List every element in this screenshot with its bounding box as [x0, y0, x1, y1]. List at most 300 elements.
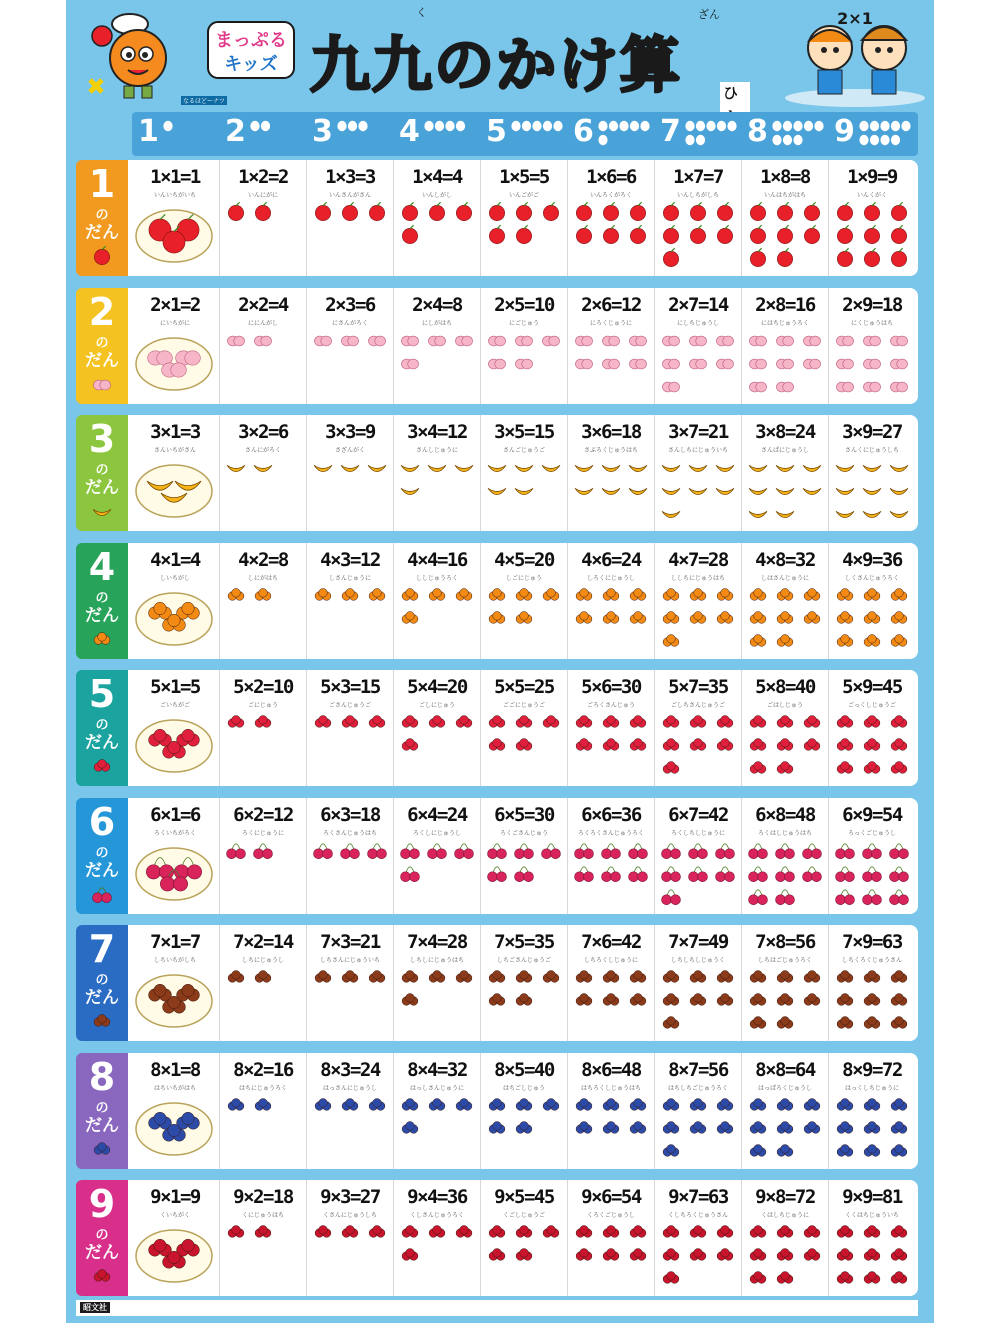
blueberry-icon [837, 1098, 853, 1110]
equation-reading: にろくじゅうに [589, 319, 632, 327]
strawberry-icon [804, 739, 820, 751]
dan-number: 9 [88, 1182, 116, 1226]
orange-icon [777, 634, 793, 646]
equation-text: 1×9=9 [847, 166, 897, 188]
cherry-icon [776, 843, 795, 858]
strawberry-icon [255, 716, 271, 728]
blueberry-icon [603, 1121, 619, 1133]
equation-text: 4×7=28 [668, 548, 728, 571]
fruit-group-icon [833, 202, 913, 272]
blueberry-icon [750, 1144, 766, 1156]
equation-reading: さんいちがさん [153, 447, 196, 454]
dan-no-label: の [95, 208, 109, 223]
chestnut-icon [837, 1017, 853, 1029]
cherry-icon [776, 866, 795, 881]
peach-icon [662, 382, 679, 392]
peach-icon [629, 359, 646, 369]
equation-reading: ろくにじゅうに [241, 829, 284, 837]
raspberry-icon [750, 1249, 766, 1261]
equation-text: 8×7=56 [668, 1058, 728, 1081]
orange-icon [837, 611, 853, 623]
equation-text: 7×6=42 [581, 931, 641, 953]
orange-icon [717, 588, 733, 600]
equation-cell-4x5 [480, 543, 567, 659]
chestnut-icon [804, 994, 820, 1006]
column-number-6 [567, 112, 654, 156]
blueberry-icon [837, 1121, 853, 1133]
fruit-group-icon [224, 585, 304, 655]
dan-number: 6 [88, 799, 116, 844]
equation-cell-5x4 [393, 670, 480, 786]
fruit-group-icon [485, 712, 565, 782]
cherry-icon [749, 889, 768, 904]
chestnut-icon [804, 971, 820, 983]
peach-icon [836, 336, 853, 346]
peach-icon [662, 336, 679, 346]
raspberry-icon [342, 1226, 358, 1238]
chestnut-icon [402, 994, 418, 1006]
orange-icon [777, 611, 793, 623]
chestnut-icon [690, 971, 706, 983]
equation-cell-8x6 [567, 1053, 654, 1169]
banana-icon [93, 509, 111, 515]
equation-reading: いんいちがいち [153, 192, 196, 199]
raspberry-icon [891, 1226, 907, 1238]
apple-icon [717, 225, 732, 243]
banana-icon [716, 465, 734, 471]
equation-cell-3x4 [393, 415, 480, 531]
banana-icon [890, 511, 908, 517]
equation-reading: しちろくしじゅうに [583, 957, 638, 964]
strawberry-icon [864, 716, 880, 728]
banana-icon [314, 465, 332, 471]
footer [76, 1300, 918, 1316]
peach-icon [629, 336, 646, 346]
equation-text: 4×3=12 [320, 548, 380, 571]
peach-icon [836, 359, 853, 369]
equation-text: 1×1=1 [150, 166, 200, 188]
equation-text: 8×6=48 [581, 1058, 641, 1081]
equation-cell-4x1 [132, 543, 218, 659]
equation-cell-5x5 [480, 670, 567, 786]
equation-reading: にごじゅう [508, 319, 539, 327]
equation-cell-1x7 [654, 160, 741, 276]
equation-reading: くいちがく [159, 1212, 190, 1219]
dan-no-label: の [95, 335, 109, 351]
banana-icon [662, 465, 680, 471]
count-dot [706, 121, 715, 131]
orange-icon [576, 588, 592, 600]
mappuru-kids-logo [206, 18, 296, 82]
fruit-group-icon [833, 1095, 913, 1165]
fruit-group-icon [224, 840, 304, 910]
strawberry-icon [864, 762, 880, 774]
equation-reading: しはさんじゅうに [760, 574, 809, 582]
dan-label [76, 925, 128, 1041]
strawberry-icon [489, 739, 505, 751]
blueberry-icon [369, 1098, 385, 1110]
blueberry-icon [90, 1137, 114, 1161]
peach-icon [863, 382, 880, 392]
equation-text: 5×3=15 [320, 676, 380, 698]
count-dot [163, 121, 172, 131]
blueberry-icon [228, 1098, 244, 1110]
chestnut-icon [891, 971, 907, 983]
equation-reading: ごしちさんじゅうご [670, 702, 725, 709]
fruit-group-icon [224, 967, 304, 1037]
equation-reading: いんごがご [508, 192, 539, 199]
equation-text: 5×8=40 [755, 676, 815, 698]
fruit-group-icon [746, 585, 826, 655]
equation-reading: くくはちじゅういち [844, 1212, 899, 1219]
peach-icon [90, 372, 114, 396]
kids-badge-text: 2×1 [837, 9, 873, 28]
equation-text: 8×3=24 [320, 1058, 380, 1081]
equation-text: 5×7=35 [668, 676, 728, 698]
banana-icon [776, 511, 794, 517]
orange-icon [750, 588, 766, 600]
fruit-group-icon [485, 1222, 565, 1292]
column-number-9 [828, 112, 915, 156]
fruit-group-icon [224, 457, 304, 527]
count-dot [880, 121, 889, 131]
equation-reading: ろくしにじゅうし [412, 829, 461, 837]
blueberry-icon [630, 1121, 646, 1133]
equation-reading: ろくろくさんじゅうろく [577, 829, 644, 837]
equation-text: 5×2=10 [233, 676, 293, 698]
equation-cell-8x2 [219, 1053, 306, 1169]
peach-icon [401, 336, 418, 346]
cherry-icon [890, 843, 909, 858]
equation-cell-6x1 [132, 798, 218, 914]
strawberry-icon [603, 716, 619, 728]
banana-icon [836, 511, 854, 517]
raspberry-icon [717, 1249, 733, 1261]
peach-icon [515, 336, 532, 346]
raspberry-icon [690, 1249, 706, 1261]
equation-reading: しにがはち [247, 574, 278, 582]
column-number-4 [393, 112, 480, 156]
cherry-icon [836, 866, 855, 881]
strawberry-icon [663, 716, 679, 728]
raspberry-icon [94, 1270, 110, 1282]
banana-icon [863, 511, 881, 517]
column-number-label: 4 [399, 114, 420, 149]
equation-text: 1×5=5 [499, 166, 549, 188]
equation-reading: ごさんじゅうご [328, 702, 371, 709]
equation-cell-6x2 [219, 798, 306, 914]
equation-text: 2×8=16 [755, 293, 815, 316]
orange-icon [342, 588, 358, 600]
equation-text: 8×4=32 [407, 1058, 467, 1081]
count-dot [859, 135, 868, 145]
chestnut-icon [90, 1009, 114, 1033]
apple-icon [864, 202, 879, 220]
apple-icon [255, 202, 270, 220]
equation-cell-9x1 [132, 1180, 218, 1296]
equation-cell-3x3 [306, 415, 393, 531]
blueberry-icon [342, 1098, 358, 1110]
strawberry-icon [750, 716, 766, 728]
strawberry-icon [402, 739, 418, 751]
chestnut-icon [717, 994, 733, 1006]
cherry-icon [368, 843, 387, 858]
equation-reading: しちいちがしち [153, 957, 196, 964]
equation-reading: くさんにじゅうしち [322, 1212, 377, 1219]
fruit-group-icon [833, 457, 913, 527]
dan-row-4 [76, 543, 918, 659]
equation-text: 8×8=64 [755, 1058, 815, 1081]
chestnut-icon [837, 994, 853, 1006]
banana-icon [227, 465, 245, 471]
dan-no-label: の [95, 718, 109, 733]
orange-icon [603, 588, 619, 600]
equation-text: 7×8=56 [755, 931, 815, 953]
fruit-group-icon [224, 202, 304, 272]
equation-cell-8x4 [393, 1053, 480, 1169]
equation-reading: ごしにじゅう [418, 702, 455, 709]
equation-text: 3×1=3 [150, 421, 200, 443]
peach-icon [776, 382, 793, 392]
equation-text: 1×4=4 [412, 166, 462, 188]
fruit-group-icon [311, 202, 391, 272]
equation-text: 4×1=4 [150, 548, 200, 571]
equation-text: 7×9=63 [842, 931, 902, 953]
blueberry-icon [777, 1144, 793, 1156]
peach-icon [602, 336, 619, 346]
poster [66, 0, 934, 1323]
count-dot [783, 121, 792, 131]
orange-icon [717, 611, 733, 623]
equation-reading: しちくろくじゅうさん [841, 957, 902, 964]
column-number-8 [741, 112, 828, 156]
strawberry-icon [837, 739, 853, 751]
equation-cell-4x7 [654, 543, 741, 659]
peach-icon [803, 336, 820, 346]
equation-cell-1x6 [567, 160, 654, 276]
equation-reading: ごごにじゅうご [502, 702, 545, 709]
equation-reading: いんろくがろく [589, 192, 632, 199]
apple-icon [543, 202, 558, 220]
chestnut-icon [891, 1017, 907, 1029]
strawberry-icon [750, 739, 766, 751]
apple-icon [603, 202, 618, 220]
peach-icon [575, 336, 592, 346]
equation-text: 3×5=15 [494, 421, 554, 443]
cherry-icon [776, 889, 795, 904]
raspberry-icon [90, 1264, 114, 1288]
banana-icon [401, 488, 419, 494]
apple-icon [630, 225, 645, 243]
raspberry-icon [576, 1226, 592, 1238]
equation-text: 9×7=63 [668, 1186, 728, 1208]
chestnut-icon [576, 994, 592, 1006]
apple-icon [630, 202, 645, 220]
orange-icon [891, 588, 907, 600]
publisher-logo: 昭文社 [80, 1302, 110, 1313]
strawberry-icon [864, 739, 880, 751]
equation-text: 3×9=27 [842, 421, 902, 443]
apple-icon [690, 202, 705, 220]
dan-no-label: の [95, 463, 109, 478]
chestnut-icon [456, 971, 472, 983]
equation-reading: はっぱろくじゅうし [757, 1084, 812, 1092]
apple-icon [717, 202, 732, 220]
equation-text: 8×2=16 [233, 1058, 293, 1081]
equation-reading: いんはちがはち [763, 192, 806, 199]
count-dot [543, 121, 552, 131]
fruit-group-icon [746, 1222, 826, 1292]
fruit-group-icon [746, 202, 826, 272]
blueberry-icon [864, 1121, 880, 1133]
chestnut-icon [690, 994, 706, 1006]
peach-icon [575, 359, 592, 369]
cherry-icon [662, 843, 681, 858]
apple-icon [576, 225, 591, 243]
apple-icon [402, 225, 417, 243]
equation-cell-3x7 [654, 415, 741, 531]
mascot-name-label: なるほどーナツ [183, 98, 225, 105]
strawberry-icon [837, 716, 853, 728]
dan-number: 2 [88, 289, 116, 334]
equation-text: 8×9=72 [842, 1058, 902, 1081]
orange-icon [228, 588, 244, 600]
equation-cell-9x5 [480, 1180, 567, 1296]
orange-icon [630, 588, 646, 600]
blueberry-icon [94, 1142, 110, 1154]
equation-text: 7×3=21 [320, 931, 380, 953]
orange-icon [94, 632, 110, 644]
cherry-icon [629, 866, 648, 881]
apple-icon [489, 225, 504, 243]
fruit-group-icon [398, 585, 478, 655]
column-number-label: 9 [834, 114, 855, 149]
apple-icon [90, 244, 114, 268]
peach-icon [689, 336, 706, 346]
fruit-group-icon [311, 330, 391, 400]
blueberry-icon [603, 1098, 619, 1110]
fruit-group-icon [572, 457, 652, 527]
equation-text: 6×4=24 [407, 803, 467, 826]
equation-text: 5×4=20 [407, 676, 467, 698]
equation-cell-7x8 [741, 925, 828, 1041]
equation-text: 2×1=2 [150, 293, 200, 316]
dan-no-label: の [95, 590, 109, 606]
banana-icon [629, 488, 647, 494]
count-dot [598, 135, 607, 145]
equation-reading: さざんがく [334, 447, 365, 454]
equation-text: 4×5=20 [494, 548, 554, 571]
blueberry-icon [255, 1098, 271, 1110]
orange-icon [804, 611, 820, 623]
count-dot [435, 121, 444, 131]
cherry-icon [542, 843, 561, 858]
raspberry-icon [576, 1249, 592, 1261]
equation-cell-1x2 [219, 160, 306, 276]
apple-icon [891, 202, 906, 220]
apple-icon [750, 202, 765, 220]
banana-icon [515, 465, 533, 471]
apple-icon [690, 225, 705, 243]
title-block [310, 4, 750, 104]
apple-icon [777, 248, 792, 266]
equation-reading: ろくごさんじゅう [499, 829, 548, 837]
orange-icon [402, 611, 418, 623]
equation-cell-5x2 [219, 670, 306, 786]
count-dot [891, 121, 900, 131]
strawberry-icon [663, 739, 679, 751]
fruit-group-icon [311, 585, 391, 655]
blueberry-icon [576, 1121, 592, 1133]
blueberry-icon [429, 1098, 445, 1110]
dan-number: 4 [88, 544, 116, 589]
equation-cell-9x8 [741, 1180, 828, 1296]
equation-reading: しちごさんじゅうご [496, 957, 551, 964]
chestnut-icon [837, 971, 853, 983]
cherry-icon [836, 889, 855, 904]
chestnut-icon [516, 994, 532, 1006]
peach-icon [716, 359, 733, 369]
raspberry-icon [255, 1226, 271, 1238]
peach-icon [488, 336, 505, 346]
equation-cell-8x7 [654, 1053, 741, 1169]
cherry-icon [629, 843, 648, 858]
banana-icon [749, 488, 767, 494]
count-dot [859, 121, 868, 131]
equation-text: 4×6=24 [581, 548, 641, 571]
strawberry-icon [690, 716, 706, 728]
banana-icon [368, 465, 386, 471]
raspberry-icon [777, 1226, 793, 1238]
chestnut-icon [94, 1015, 110, 1027]
equation-text: 3×7=21 [668, 421, 728, 443]
apple-icon [342, 202, 357, 220]
equation-text: 3×4=12 [407, 421, 467, 443]
equation-cell-8x1 [132, 1053, 218, 1169]
equation-text: 9×2=18 [233, 1186, 293, 1208]
equation-cell-2x6 [567, 288, 654, 404]
apple-icon [837, 248, 852, 266]
equation-reading: ごっくしじゅうご [848, 702, 896, 709]
dan-number: 8 [88, 1054, 116, 1099]
strawberry-icon [90, 754, 114, 778]
raspberry-icon [369, 1226, 385, 1238]
cherry-icon [716, 866, 735, 881]
strawberry-icon [690, 739, 706, 751]
fruit-group-icon [311, 457, 391, 527]
blueberry-icon [489, 1121, 505, 1133]
chestnut-icon [603, 971, 619, 983]
strawberry-icon [456, 716, 472, 728]
orange-icon [690, 588, 706, 600]
equation-reading: しちはごじゅうろく [757, 957, 812, 964]
equation-cell-8x9 [828, 1053, 915, 1169]
equation-text: 1×6=6 [586, 166, 636, 188]
strawberry-icon [630, 716, 646, 728]
poster-inner [66, 0, 934, 1323]
chestnut-icon [777, 1017, 793, 1029]
raspberry-icon [864, 1249, 880, 1261]
chestnut-icon [369, 971, 385, 983]
equation-text: 8×5=40 [494, 1058, 554, 1081]
equation-text: 6×2=12 [233, 803, 293, 826]
fruit-group-icon [485, 840, 565, 910]
fruit-group-icon [659, 330, 739, 400]
apple-icon [228, 202, 243, 220]
banana-icon [455, 465, 473, 471]
title-ruby-zan: ざん [698, 8, 720, 21]
strawberry-icon [228, 716, 244, 728]
